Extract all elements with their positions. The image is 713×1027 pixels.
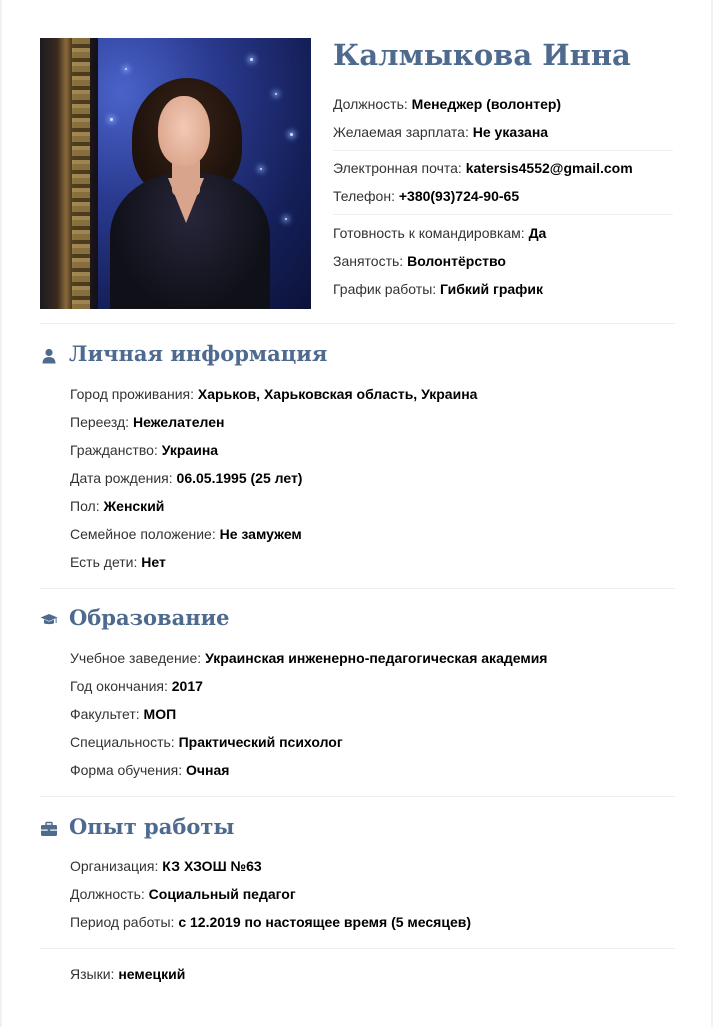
section-title-personal: Личная информация (69, 341, 328, 366)
schedule-value: Гибкий график (440, 281, 544, 297)
travel-label: Готовность к командировкам: (333, 225, 525, 241)
phone-line (333, 186, 519, 206)
graduation-cap-icon (40, 611, 58, 629)
schedule-label: График работы: (333, 281, 437, 297)
row-label: Город проживания: (70, 386, 195, 402)
personal-row-citizenship (70, 440, 218, 460)
section-divider (40, 323, 675, 324)
profile-photo (40, 38, 311, 309)
employment-value: Волонтёрство (407, 253, 506, 269)
schedule-line (333, 279, 543, 299)
education-row-specialty (70, 732, 343, 752)
photo-light (125, 68, 127, 70)
photo-light (285, 218, 287, 220)
travel-value: Да (528, 225, 547, 241)
email-value[interactable]: katersis4552@gmail.com (465, 160, 633, 176)
row-value: Женский (103, 498, 165, 514)
section-divider (40, 588, 675, 589)
row-label: Переезд: (70, 414, 130, 430)
photo-neckline (168, 178, 204, 223)
photo-light (250, 58, 253, 61)
salary-value: Не указана (472, 124, 549, 140)
row-value: КЗ ХЗОШ №63 (162, 858, 262, 874)
languages-line (70, 964, 185, 984)
personal-row-children (70, 552, 166, 572)
employment-line (333, 251, 506, 271)
row-label: Специальность: (70, 734, 175, 750)
row-label: Организация: (70, 858, 159, 874)
personal-row-city (70, 384, 477, 404)
section-title-experience: Опыт работы (69, 814, 235, 839)
row-label: Учебное заведение: (70, 650, 202, 666)
row-label: Гражданство: (70, 442, 158, 458)
phone-label: Телефон: (333, 188, 395, 204)
photo-light (275, 93, 277, 95)
email-line (333, 158, 633, 178)
row-value: Украина (161, 442, 219, 458)
section-title-education: Образование (69, 605, 230, 630)
personal-row-relocation (70, 412, 224, 432)
employment-label: Занятость: (333, 253, 404, 269)
header-divider (333, 214, 673, 215)
position-line (333, 94, 561, 114)
experience-row-organization (70, 856, 262, 876)
row-label: Семейное положение: (70, 526, 216, 542)
photo-light (260, 168, 262, 170)
resume-header (40, 38, 675, 310)
row-value: Социальный педагог (148, 886, 296, 902)
photo-face (158, 96, 210, 166)
row-value: Не замужем (219, 526, 302, 542)
row-value: Нет (141, 554, 166, 570)
email-label: Электронная почта: (333, 160, 462, 176)
row-label: Есть дети: (70, 554, 138, 570)
row-value: Нежелателен (132, 414, 225, 430)
photo-background-frame (72, 38, 90, 309)
row-label: Пол: (70, 498, 100, 514)
row-value: МОП (143, 706, 177, 722)
row-label: Год окончания: (70, 678, 168, 694)
languages-label: Языки: (70, 966, 115, 982)
row-value: Украинская инженерно-педагогическая академия (205, 650, 548, 666)
salary-line (333, 122, 548, 142)
experience-row-period (70, 912, 471, 932)
personal-row-marital (70, 524, 302, 544)
user-icon (40, 347, 58, 365)
salary-label: Желаемая зарплата: (333, 124, 469, 140)
briefcase-icon (40, 820, 58, 838)
photo-light (110, 118, 113, 121)
page-border-left (0, 0, 2, 1027)
row-value: Практический психолог (178, 734, 343, 750)
education-row-faculty (70, 704, 176, 724)
personal-row-gender (70, 496, 164, 516)
row-value: 06.05.1995 (25 лет) (176, 470, 303, 486)
section-divider (40, 796, 675, 797)
row-label: Форма обучения: (70, 762, 183, 778)
row-label: Факультет: (70, 706, 140, 722)
row-value: Очная (186, 762, 230, 778)
row-label: Период работы: (70, 914, 175, 930)
phone-value[interactable]: +380(93)724-90-65 (398, 188, 520, 204)
row-value: 2017 (171, 678, 203, 694)
personal-row-birthdate (70, 468, 302, 488)
photo-light (290, 133, 293, 136)
education-row-year (70, 676, 203, 696)
header-divider (333, 150, 673, 151)
position-label: Должность: (333, 96, 408, 112)
experience-row-position (70, 884, 296, 904)
row-value: Харьков, Харьковская область, Украина (197, 386, 478, 402)
education-row-institution (70, 648, 547, 668)
section-divider (40, 948, 675, 949)
row-value: с 12.2019 по настоящее время (5 месяцев) (178, 914, 471, 930)
languages-value: немецкий (118, 966, 186, 982)
education-row-form (70, 760, 229, 780)
position-value: Менеджер (волонтер) (411, 96, 562, 112)
candidate-name: Калмыкова Инна (333, 38, 631, 72)
row-label: Дата рождения: (70, 470, 173, 486)
row-label: Должность: (70, 886, 145, 902)
travel-line (333, 223, 546, 243)
